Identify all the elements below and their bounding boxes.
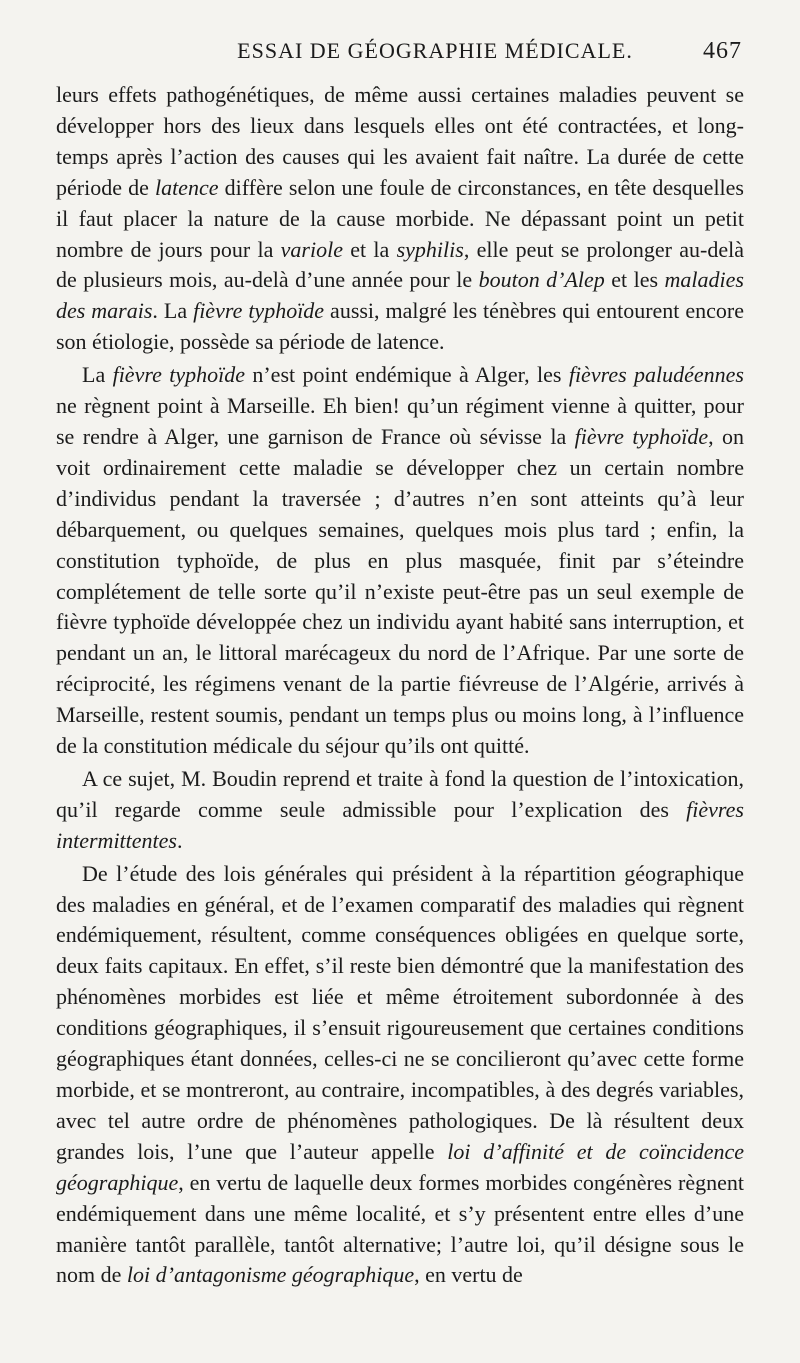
italic-text: latence [154,174,219,200]
running-title: ESSAI DE GÉOGRAPHIE MÉDICALE. [237,38,633,63]
text-run: . La [152,298,194,324]
italic-text: syphilis [396,236,464,262]
text-run: leurs effets pathogénétiques, de même aussi certaines maladies peuvent se développer hors des lieux dans lesquels elles ont été contractées, et long-temps après l’action des causes qui les avaient fait naître. La durée de cette période de [56,82,744,200]
running-head [56,38,744,80]
paragraph [56,764,744,857]
text-run: diffère selon une foule de circonstances, en tête desquelles il faut placer la nature de la cause morbide. Ne dépassant point un petit nombre de jours pour la [56,174,744,262]
italic-text: maladies des marais [56,267,744,324]
text-run: De l’étude des lois générales qui président à la répartition géographique des maladies en général, et de l’examen comparatif des maladies qui règnent endémiquement, résultent, comme conséquences obligées en quelque sorte, deux faits capitaux. En effet, s’il reste bien démontré que la manifestation des phénomènes morbides est liée et même étroitement subordonnée à des conditions géographiques, il s’ensuit rigoureusement que certaines conditions géographiques étant données, celles-ci ne se concilieront qu’avec cette forme morbide, et se montreront, au contraire, incompatibles, à des degrés variables, avec tel autre ordre de phénomènes pathologiques. De là résultent deux grandes lois, l’une que l’auteur appelle [56,860,744,1164]
paragraph [56,80,744,358]
text-run: aussi, malgré les ténèbres qui entourent encore son étiologie, possède sa période de latence. [56,298,745,355]
italic-text: loi d’antagonisme géographique [126,1262,415,1288]
text-run: , on voit ordinairement cette maladie se développer chez un certain nombre d’individus pendant la traversée ; d’autres n’en sont atteints qu’à leur débarquement, ou quelques semaines, quelques mois plus tard ; enfin, la constitution typhoïde, de plus en plus masquée, finit par s’éteindre complétement de telle sorte qu’il n’existe peut-être pas un seul exemple de fièvre typhoïde développée chez un individu ayant habité sans interruption, et pendant un an, le littoral marécageux du nord de l’Afrique. Par une sorte de réciprocité, les régimens venant de la partie fiévreuse de l’Algérie, arrivés à Marseille, restent soumis, pendant un temps plus ou moins long, à l’influence de la constitution médicale du séjour qu’ils ont quitté. [56,423,745,759]
italic-text: fièvre typhoïde [112,362,245,388]
body-text [56,80,744,1291]
text-run: . [176,827,183,853]
text-run: , en vertu de [414,1262,523,1288]
text-run: La [82,362,113,388]
italic-text: bouton d’Alep [478,267,605,293]
italic-text: fièvre typhoïde [193,298,325,324]
paragraph [56,360,744,762]
paragraph [56,859,744,1292]
text-run: et les [604,267,665,293]
page-number: 467 [703,38,742,64]
text-run: n’est point endémique à Alger, les [244,362,569,388]
italic-text: fièvres paludéennes [568,362,744,388]
text-run: A ce sujet, M. Boudin reprend et traite à fond la question de l’intoxication, qu’il regarde comme seule admissible pour l’explication des [56,765,744,822]
italic-text: fièvre typhoïde [574,423,709,449]
italic-text: variole [280,236,343,262]
text-run: et la [342,236,397,262]
text-run: ne règnent point à Marseille. Eh bien! qu’un régiment vienne à quitter, pour se rendre à Alger, une garnison de France où sévisse la [56,393,744,449]
text-run: , en vertu de laquelle deux formes morbides congénères règnent endémiquement dans une même localité, et s’y présentent entre elles d’une manière tantôt parallèle, tantôt alternative; l’autre loi, qu’il désigne sous le nom de [56,1169,744,1288]
italic-text: fièvres intermittentes [56,796,744,853]
italic-text: loi d’affinité et de coïncidence géographique [56,1138,744,1195]
text-run: , elle peut se prolonger au-delà de plusieurs mois, au-delà d’une année pour le [56,236,745,293]
